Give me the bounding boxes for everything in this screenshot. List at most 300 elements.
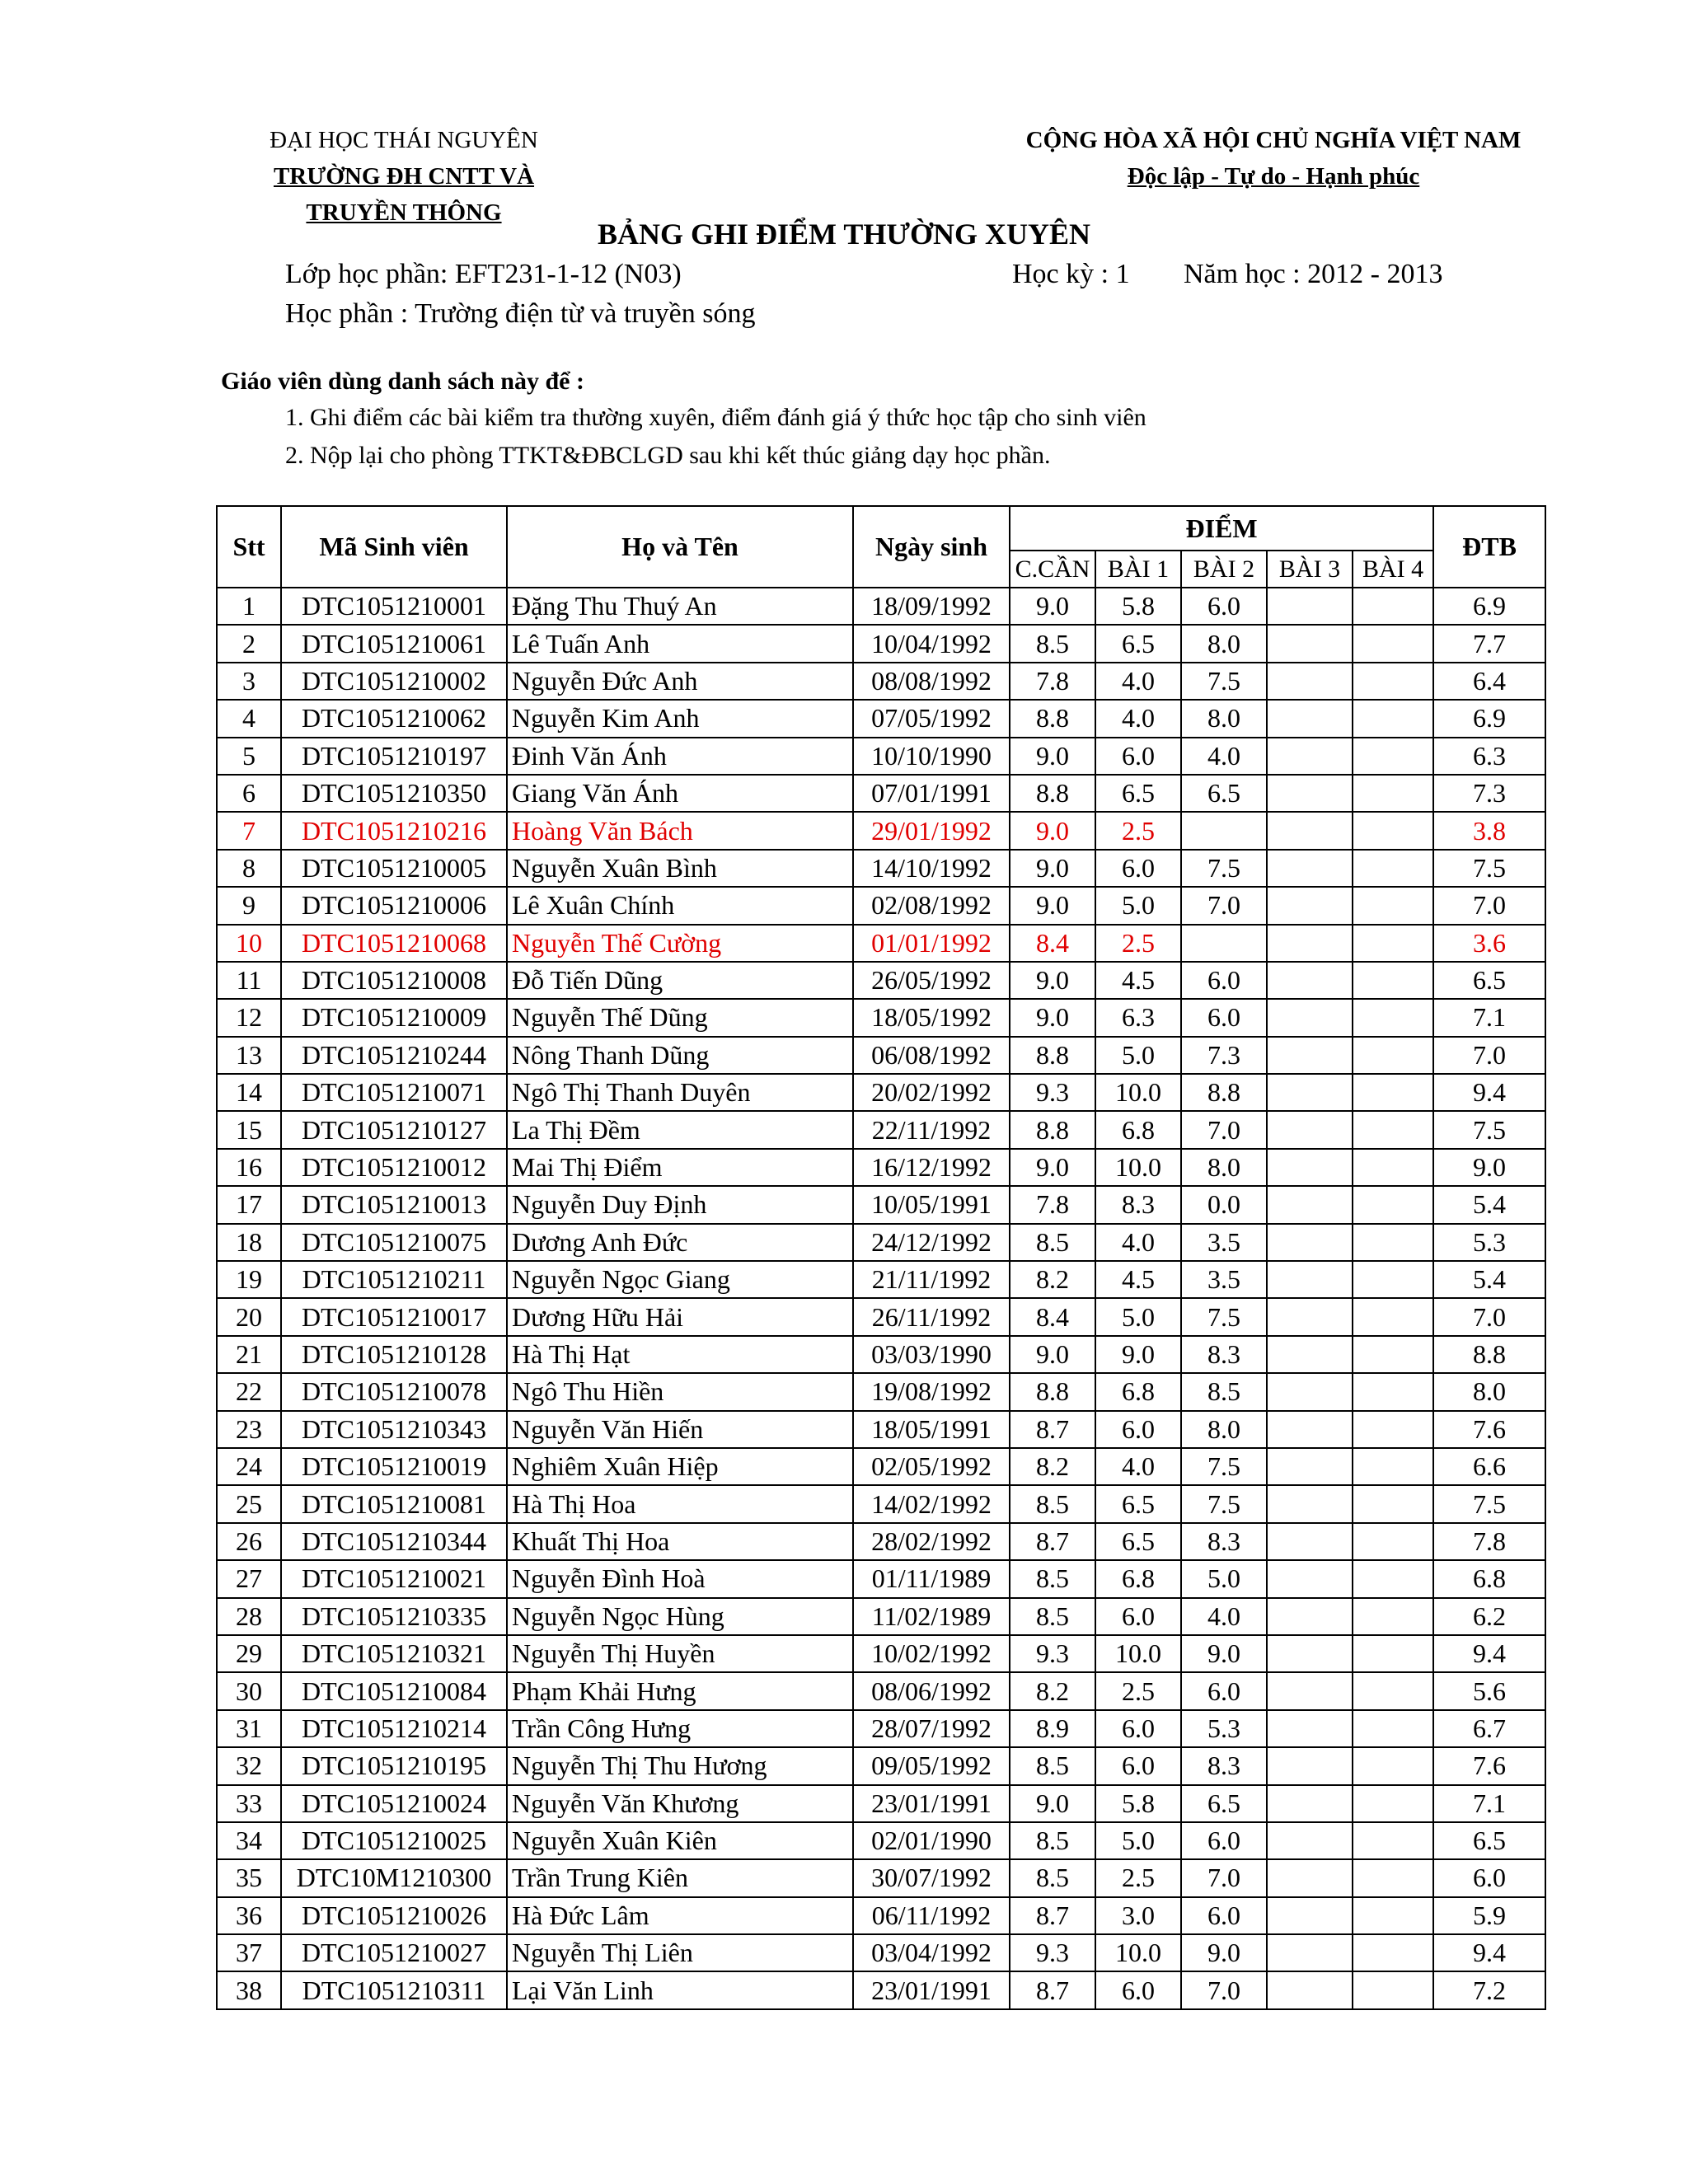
test-4-score-cell — [1353, 1149, 1433, 1186]
birth-date-cell: 18/05/1991 — [853, 1411, 1010, 1448]
name-cell: Lê Tuấn Anh — [507, 625, 853, 662]
table-row — [217, 1672, 1545, 1709]
average-score-cell: 9.4 — [1433, 1074, 1545, 1111]
attendance-score-cell: 9.0 — [1010, 887, 1095, 924]
attendance-score-cell: 8.7 — [1010, 1411, 1095, 1448]
test-4-score-cell — [1353, 1897, 1433, 1934]
stt-cell: 27 — [217, 1560, 281, 1597]
test-4-score-cell — [1353, 1074, 1433, 1111]
table-row — [217, 1224, 1545, 1261]
student-id-cell: DTC1051210127 — [281, 1111, 507, 1148]
name-cell: Trần Trung Kiên — [507, 1859, 853, 1896]
stt-cell: 36 — [217, 1897, 281, 1934]
test-1-score-cell: 2.5 — [1095, 812, 1181, 849]
stt-cell: 7 — [217, 812, 281, 849]
birth-date-cell: 03/03/1990 — [853, 1336, 1010, 1373]
student-id-cell: DTC1051210075 — [281, 1224, 507, 1261]
header-average: ĐTB — [1433, 506, 1545, 588]
test-4-score-cell — [1353, 925, 1433, 962]
class-section: Lớp học phần: EFT231-1-12 (N03) — [285, 259, 682, 289]
birth-date-cell: 14/10/1992 — [853, 850, 1010, 887]
average-score-cell: 7.1 — [1433, 1785, 1545, 1822]
attendance-score-cell: 8.2 — [1010, 1672, 1095, 1709]
test-1-score-cell: 5.8 — [1095, 1785, 1181, 1822]
test-4-score-cell — [1353, 1672, 1433, 1709]
average-score-cell: 9.4 — [1433, 1934, 1545, 1971]
test-2-score-cell: 7.0 — [1181, 1971, 1267, 2008]
stt-cell: 11 — [217, 962, 281, 999]
table-row — [217, 1934, 1545, 1971]
table-row — [217, 1785, 1545, 1822]
average-score-cell: 5.9 — [1433, 1897, 1545, 1934]
attendance-score-cell: 8.7 — [1010, 1971, 1095, 2008]
test-3-score-cell — [1267, 1635, 1353, 1672]
attendance-score-cell: 9.0 — [1010, 999, 1095, 1036]
header-student-id: Mã Sinh viên — [281, 506, 507, 588]
table-row — [217, 1111, 1545, 1148]
test-1-score-cell: 9.0 — [1095, 1336, 1181, 1373]
student-id-cell: DTC1051210081 — [281, 1485, 507, 1522]
average-score-cell: 7.7 — [1433, 625, 1545, 662]
student-id-cell: DTC1051210013 — [281, 1186, 507, 1223]
country-name: CỘNG HÒA XÃ HỘI CHỦ NGHĨA VIỆT NAM — [1025, 127, 1522, 153]
test-4-score-cell — [1353, 1598, 1433, 1635]
table-row — [217, 1710, 1545, 1747]
average-score-cell: 6.8 — [1433, 1560, 1545, 1597]
table-row — [217, 663, 1545, 700]
name-cell: Nông Thanh Dũng — [507, 1037, 853, 1074]
table-row — [217, 775, 1545, 812]
test-3-score-cell — [1267, 1747, 1353, 1784]
test-1-score-cell: 4.0 — [1095, 1448, 1181, 1485]
average-score-cell: 6.5 — [1433, 1822, 1545, 1859]
name-cell: Nguyễn Thị Huyền — [507, 1635, 853, 1672]
attendance-score-cell: 9.0 — [1010, 962, 1095, 999]
header-test-3: BÀI 3 — [1267, 551, 1353, 588]
stt-cell: 37 — [217, 1934, 281, 1971]
attendance-score-cell: 9.0 — [1010, 1785, 1095, 1822]
birth-date-cell: 29/01/1992 — [853, 812, 1010, 849]
test-2-score-cell: 8.0 — [1181, 625, 1267, 662]
stt-cell: 29 — [217, 1635, 281, 1672]
birth-date-cell: 01/01/1992 — [853, 925, 1010, 962]
test-3-score-cell — [1267, 1149, 1353, 1186]
test-4-score-cell — [1353, 1373, 1433, 1410]
attendance-score-cell: 8.2 — [1010, 1448, 1095, 1485]
table-row — [217, 1298, 1545, 1335]
name-cell: Lại Văn Linh — [507, 1971, 853, 2008]
test-1-score-cell: 2.5 — [1095, 1859, 1181, 1896]
name-cell: Hoàng Văn Bách — [507, 812, 853, 849]
test-3-score-cell — [1267, 1523, 1353, 1560]
test-4-score-cell — [1353, 1934, 1433, 1971]
attendance-score-cell: 8.7 — [1010, 1523, 1095, 1560]
average-score-cell: 7.0 — [1433, 887, 1545, 924]
attendance-score-cell: 9.0 — [1010, 1336, 1095, 1373]
name-cell: Nguyễn Thị Thu Hương — [507, 1747, 853, 1784]
name-cell: Nguyễn Đức Anh — [507, 663, 853, 700]
stt-cell: 5 — [217, 738, 281, 775]
student-id-cell: DTC1051210019 — [281, 1448, 507, 1485]
stt-cell: 8 — [217, 850, 281, 887]
test-2-score-cell: 9.0 — [1181, 1635, 1267, 1672]
test-1-score-cell: 5.0 — [1095, 1298, 1181, 1335]
birth-date-cell: 23/01/1991 — [853, 1971, 1010, 2008]
student-id-cell: DTC1051210335 — [281, 1598, 507, 1635]
student-id-cell: DTC1051210027 — [281, 1934, 507, 1971]
average-score-cell: 7.1 — [1433, 999, 1545, 1036]
average-score-cell: 6.9 — [1433, 700, 1545, 737]
student-id-cell: DTC1051210006 — [281, 887, 507, 924]
stt-cell: 1 — [217, 588, 281, 625]
test-4-score-cell — [1353, 625, 1433, 662]
test-4-score-cell — [1353, 1485, 1433, 1522]
attendance-score-cell: 9.3 — [1010, 1934, 1095, 1971]
test-2-score-cell: 6.0 — [1181, 588, 1267, 625]
test-1-score-cell: 6.8 — [1095, 1111, 1181, 1148]
table-row — [217, 1598, 1545, 1635]
name-cell: Phạm Khải Hưng — [507, 1672, 853, 1709]
birth-date-cell: 01/11/1989 — [853, 1560, 1010, 1597]
table-row — [217, 1523, 1545, 1560]
name-cell: Nguyễn Thị Liên — [507, 1934, 853, 1971]
test-4-score-cell — [1353, 1224, 1433, 1261]
birth-date-cell: 10/10/1990 — [853, 738, 1010, 775]
test-2-score-cell: 5.0 — [1181, 1560, 1267, 1597]
attendance-score-cell: 7.8 — [1010, 1186, 1095, 1223]
test-1-score-cell: 4.5 — [1095, 1261, 1181, 1298]
name-cell: Nghiêm Xuân Hiệp — [507, 1448, 853, 1485]
average-score-cell: 6.3 — [1433, 738, 1545, 775]
stt-cell: 22 — [217, 1373, 281, 1410]
birth-date-cell: 11/02/1989 — [853, 1598, 1010, 1635]
stt-cell: 31 — [217, 1710, 281, 1747]
test-4-score-cell — [1353, 663, 1433, 700]
attendance-score-cell: 8.5 — [1010, 1485, 1095, 1522]
birth-date-cell: 03/04/1992 — [853, 1934, 1010, 1971]
average-score-cell: 6.0 — [1433, 1859, 1545, 1896]
test-4-score-cell — [1353, 850, 1433, 887]
test-3-score-cell — [1267, 1560, 1353, 1597]
table-row — [217, 1822, 1545, 1859]
attendance-score-cell: 7.8 — [1010, 663, 1095, 700]
stt-cell: 16 — [217, 1149, 281, 1186]
header-test-1: BÀI 1 — [1095, 551, 1181, 588]
test-4-score-cell — [1353, 999, 1433, 1036]
table-row — [217, 738, 1545, 775]
stt-cell: 3 — [217, 663, 281, 700]
stt-cell: 34 — [217, 1822, 281, 1859]
test-1-score-cell: 4.0 — [1095, 700, 1181, 737]
stt-cell: 17 — [217, 1186, 281, 1223]
name-cell: Nguyễn Thế Cường — [507, 925, 853, 962]
birth-date-cell: 02/01/1990 — [853, 1822, 1010, 1859]
stt-cell: 38 — [217, 1971, 281, 2008]
student-id-cell: DTC1051210068 — [281, 925, 507, 962]
student-id-cell: DTC1051210021 — [281, 1560, 507, 1597]
attendance-score-cell: 8.8 — [1010, 700, 1095, 737]
attendance-score-cell: 8.8 — [1010, 1373, 1095, 1410]
table-row — [217, 1411, 1545, 1448]
test-3-score-cell — [1267, 1598, 1353, 1635]
birth-date-cell: 07/01/1991 — [853, 775, 1010, 812]
birth-date-cell: 02/05/1992 — [853, 1448, 1010, 1485]
test-4-score-cell — [1353, 1635, 1433, 1672]
stt-cell: 18 — [217, 1224, 281, 1261]
test-2-score-cell: 6.5 — [1181, 1785, 1267, 1822]
average-score-cell: 7.2 — [1433, 1971, 1545, 2008]
stt-cell: 30 — [217, 1672, 281, 1709]
student-id-cell: DTC1051210008 — [281, 962, 507, 999]
test-1-score-cell: 5.0 — [1095, 1822, 1181, 1859]
test-2-score-cell: 8.0 — [1181, 1411, 1267, 1448]
test-4-score-cell — [1353, 962, 1433, 999]
table-row — [217, 812, 1545, 849]
stt-cell: 28 — [217, 1598, 281, 1635]
name-cell: Nguyễn Văn Hiến — [507, 1411, 853, 1448]
test-3-score-cell — [1267, 1859, 1353, 1896]
student-id-cell: DTC1051210001 — [281, 588, 507, 625]
semester: Học kỳ : 1 — [1012, 259, 1130, 289]
table-row — [217, 588, 1545, 625]
stt-cell: 19 — [217, 1261, 281, 1298]
attendance-score-cell: 9.0 — [1010, 812, 1095, 849]
table-row — [217, 625, 1545, 662]
birth-date-cell: 26/05/1992 — [853, 962, 1010, 999]
student-id-cell: DTC1051210214 — [281, 1710, 507, 1747]
table-row — [217, 850, 1545, 887]
attendance-score-cell: 9.0 — [1010, 588, 1095, 625]
average-score-cell: 7.0 — [1433, 1298, 1545, 1335]
birth-date-cell: 08/06/1992 — [853, 1672, 1010, 1709]
test-2-score-cell: 7.5 — [1181, 663, 1267, 700]
course-name: Học phần : Trường điện từ và truyền sóng — [285, 298, 756, 329]
test-4-score-cell — [1353, 1448, 1433, 1485]
stt-cell: 33 — [217, 1785, 281, 1822]
attendance-score-cell: 8.5 — [1010, 1560, 1095, 1597]
test-1-score-cell: 10.0 — [1095, 1934, 1181, 1971]
name-cell: Nguyễn Xuân Bình — [507, 850, 853, 887]
birth-date-cell: 10/02/1992 — [853, 1635, 1010, 1672]
test-3-score-cell — [1267, 1822, 1353, 1859]
test-3-score-cell — [1267, 1336, 1353, 1373]
test-4-score-cell — [1353, 1822, 1433, 1859]
test-2-score-cell: 6.0 — [1181, 999, 1267, 1036]
header-full-name: Họ và Tên — [507, 506, 853, 588]
table-row — [217, 999, 1545, 1036]
average-score-cell: 6.9 — [1433, 588, 1545, 625]
test-3-score-cell — [1267, 1448, 1353, 1485]
table-row — [217, 1859, 1545, 1896]
test-3-score-cell — [1267, 850, 1353, 887]
birth-date-cell: 16/12/1992 — [853, 1149, 1010, 1186]
student-id-cell: DTC1051210211 — [281, 1261, 507, 1298]
attendance-score-cell: 8.5 — [1010, 1598, 1095, 1635]
table-row — [217, 1336, 1545, 1373]
average-score-cell: 8.8 — [1433, 1336, 1545, 1373]
test-4-score-cell — [1353, 1261, 1433, 1298]
attendance-score-cell: 8.4 — [1010, 925, 1095, 962]
name-cell: Nguyễn Ngọc Hùng — [507, 1598, 853, 1635]
average-score-cell: 9.4 — [1433, 1635, 1545, 1672]
table-row — [217, 1149, 1545, 1186]
test-1-score-cell: 6.0 — [1095, 738, 1181, 775]
birth-date-cell: 23/01/1991 — [853, 1785, 1010, 1822]
test-4-score-cell — [1353, 1336, 1433, 1373]
birth-date-cell: 06/08/1992 — [853, 1037, 1010, 1074]
test-1-score-cell: 6.5 — [1095, 625, 1181, 662]
average-score-cell: 3.6 — [1433, 925, 1545, 962]
test-4-score-cell — [1353, 1859, 1433, 1896]
average-score-cell: 7.6 — [1433, 1747, 1545, 1784]
table-row — [217, 1373, 1545, 1410]
test-2-score-cell: 5.3 — [1181, 1710, 1267, 1747]
test-3-score-cell — [1267, 887, 1353, 924]
student-id-cell: DTC1051210017 — [281, 1298, 507, 1335]
stt-cell: 2 — [217, 625, 281, 662]
test-1-score-cell: 3.0 — [1095, 1897, 1181, 1934]
birth-date-cell: 10/05/1991 — [853, 1186, 1010, 1223]
student-id-cell: DTC1051210084 — [281, 1672, 507, 1709]
student-id-cell: DTC1051210002 — [281, 663, 507, 700]
motto: Độc lập - Tự do - Hạnh phúc — [1127, 163, 1420, 190]
test-2-score-cell: 3.5 — [1181, 1224, 1267, 1261]
birth-date-cell: 20/02/1992 — [853, 1074, 1010, 1111]
student-id-cell: DTC1051210343 — [281, 1411, 507, 1448]
average-score-cell: 6.2 — [1433, 1598, 1545, 1635]
name-cell: Hà Thị Hoa — [507, 1485, 853, 1522]
attendance-score-cell: 8.7 — [1010, 1897, 1095, 1934]
student-id-cell: DTC1051210026 — [281, 1897, 507, 1934]
stt-cell: 35 — [217, 1859, 281, 1896]
stt-cell: 20 — [217, 1298, 281, 1335]
average-score-cell: 7.5 — [1433, 1111, 1545, 1148]
name-cell: Đinh Văn Ánh — [507, 738, 853, 775]
test-4-score-cell — [1353, 1560, 1433, 1597]
name-cell: Nguyễn Thế Dũng — [507, 999, 853, 1036]
name-cell: La Thị Đềm — [507, 1111, 853, 1148]
student-id-cell: DTC10M1210300 — [281, 1859, 507, 1896]
test-1-score-cell: 2.5 — [1095, 1672, 1181, 1709]
stt-cell: 15 — [217, 1111, 281, 1148]
national-header — [989, 122, 1558, 194]
student-id-cell: DTC1051210012 — [281, 1149, 507, 1186]
stt-cell: 4 — [217, 700, 281, 737]
stt-cell: 23 — [217, 1411, 281, 1448]
test-3-score-cell — [1267, 1934, 1353, 1971]
attendance-score-cell: 8.5 — [1010, 1822, 1095, 1859]
test-2-score-cell: 6.5 — [1181, 775, 1267, 812]
average-score-cell: 6.6 — [1433, 1448, 1545, 1485]
test-1-score-cell: 6.5 — [1095, 1485, 1181, 1522]
header-test-2: BÀI 2 — [1181, 551, 1267, 588]
attendance-score-cell: 8.8 — [1010, 775, 1095, 812]
test-2-score-cell: 7.3 — [1181, 1037, 1267, 1074]
test-3-score-cell — [1267, 1897, 1353, 1934]
table-row — [217, 1186, 1545, 1223]
test-1-score-cell: 6.0 — [1095, 1411, 1181, 1448]
student-id-cell: DTC1051210244 — [281, 1037, 507, 1074]
instructions-heading: Giáo viên dùng danh sách này để : — [221, 368, 584, 395]
test-3-score-cell — [1267, 700, 1353, 737]
test-2-score-cell: 0.0 — [1181, 1186, 1267, 1223]
test-1-score-cell: 8.3 — [1095, 1186, 1181, 1223]
test-3-score-cell — [1267, 1111, 1353, 1148]
birth-date-cell: 26/11/1992 — [853, 1298, 1010, 1335]
header-attendance: C.CẦN — [1010, 551, 1095, 588]
attendance-score-cell: 9.0 — [1010, 1149, 1095, 1186]
test-2-score-cell: 8.5 — [1181, 1373, 1267, 1410]
stt-cell: 26 — [217, 1523, 281, 1560]
name-cell: Nguyễn Duy Định — [507, 1186, 853, 1223]
name-cell: Giang Văn Ánh — [507, 775, 853, 812]
test-3-score-cell — [1267, 1298, 1353, 1335]
attendance-score-cell: 8.2 — [1010, 1261, 1095, 1298]
grades-table — [216, 505, 1546, 2010]
average-score-cell: 8.0 — [1433, 1373, 1545, 1410]
header-test-4: BÀI 4 — [1353, 551, 1433, 588]
test-1-score-cell: 6.0 — [1095, 1747, 1181, 1784]
stt-cell: 14 — [217, 1074, 281, 1111]
student-id-cell: DTC1051210321 — [281, 1635, 507, 1672]
average-score-cell: 7.5 — [1433, 1485, 1545, 1522]
name-cell: Nguyễn Văn Khương — [507, 1785, 853, 1822]
name-cell: Đỗ Tiến Dũng — [507, 962, 853, 999]
attendance-score-cell: 9.3 — [1010, 1074, 1095, 1111]
birth-date-cell: 30/07/1992 — [853, 1859, 1010, 1896]
test-3-score-cell — [1267, 1710, 1353, 1747]
test-4-score-cell — [1353, 1971, 1433, 2008]
test-4-score-cell — [1353, 1785, 1433, 1822]
table-row — [217, 1635, 1545, 1672]
stt-cell: 24 — [217, 1448, 281, 1485]
test-2-score-cell: 3.5 — [1181, 1261, 1267, 1298]
student-id-cell: DTC1051210197 — [281, 738, 507, 775]
name-cell: Nguyễn Kim Anh — [507, 700, 853, 737]
average-score-cell: 7.8 — [1433, 1523, 1545, 1560]
test-2-score-cell: 8.3 — [1181, 1523, 1267, 1560]
student-id-cell: DTC1051210195 — [281, 1747, 507, 1784]
student-id-cell: DTC1051210009 — [281, 999, 507, 1036]
test-2-score-cell: 8.3 — [1181, 1336, 1267, 1373]
student-id-cell: DTC1051210024 — [281, 1785, 507, 1822]
test-4-score-cell — [1353, 700, 1433, 737]
attendance-score-cell: 8.8 — [1010, 1037, 1095, 1074]
table-row — [217, 925, 1545, 962]
test-3-score-cell — [1267, 625, 1353, 662]
test-2-score-cell: 7.5 — [1181, 1485, 1267, 1522]
table-row — [217, 1897, 1545, 1934]
test-4-score-cell — [1353, 775, 1433, 812]
university-name: ĐẠI HỌC THÁI NGUYÊN — [270, 127, 538, 153]
test-3-score-cell — [1267, 1074, 1353, 1111]
birth-date-cell: 07/05/1992 — [853, 700, 1010, 737]
name-cell: Mai Thị Điểm — [507, 1149, 853, 1186]
stt-cell: 13 — [217, 1037, 281, 1074]
test-1-score-cell: 5.8 — [1095, 588, 1181, 625]
student-id-cell: DTC1051210350 — [281, 775, 507, 812]
average-score-cell: 6.5 — [1433, 962, 1545, 999]
test-1-score-cell: 6.0 — [1095, 850, 1181, 887]
test-3-score-cell — [1267, 775, 1353, 812]
name-cell: Dương Anh Đức — [507, 1224, 853, 1261]
name-cell: Ngô Thu Hiền — [507, 1373, 853, 1410]
test-3-score-cell — [1267, 1485, 1353, 1522]
birth-date-cell: 14/02/1992 — [853, 1485, 1010, 1522]
average-score-cell: 7.3 — [1433, 775, 1545, 812]
attendance-score-cell: 8.4 — [1010, 1298, 1095, 1335]
table-row — [217, 1747, 1545, 1784]
